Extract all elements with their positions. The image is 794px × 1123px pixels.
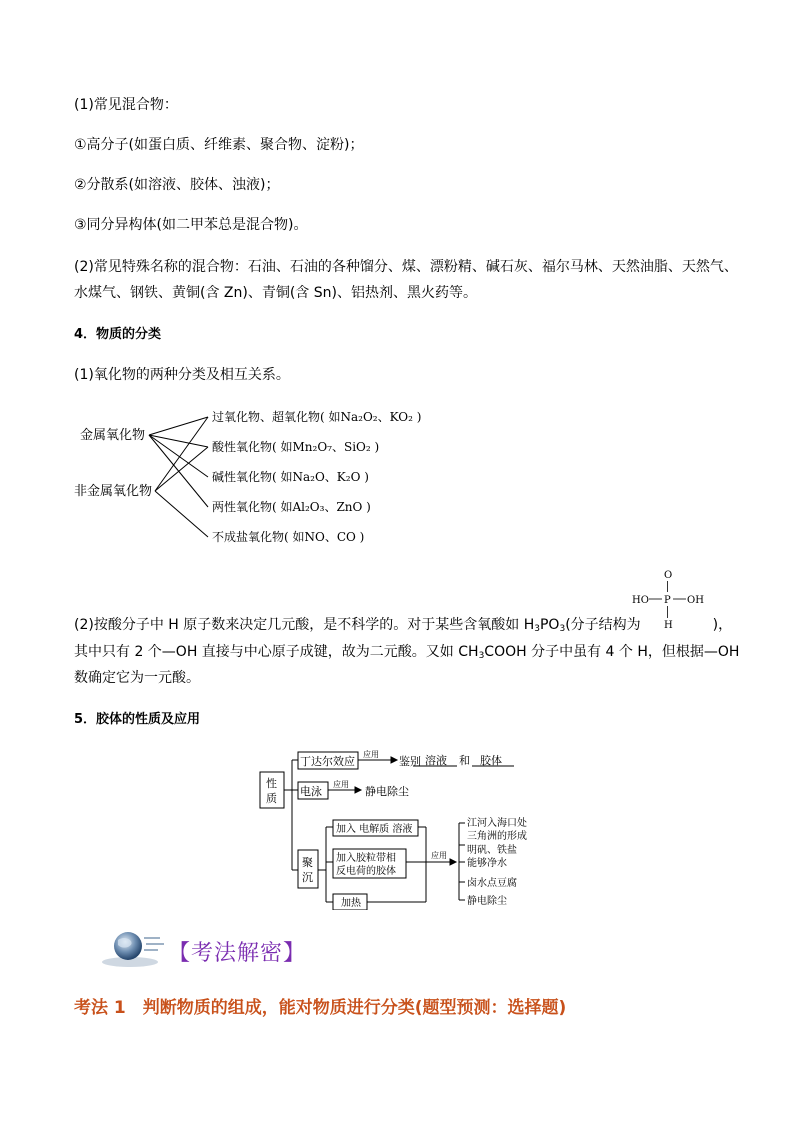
coag-label-1: 聚 (302, 856, 313, 869)
structure-p: P (664, 595, 671, 606)
nonmetal-oxide-label: 非金属氧化物 (74, 484, 153, 499)
use-5: 卤水点豆腐 (467, 878, 517, 889)
add-colloid-label-1: 加入胶粒带相 (336, 853, 396, 864)
p2-text-po: PO (539, 617, 560, 633)
metal-oxide-label: 金属氧化物 (80, 428, 146, 443)
p2-text-b: 其中只有 2 个—OH 直接与中心原子成键，故为二元酸。又如 CH (74, 644, 479, 660)
kaofa-method-1: 考法 1 判断物质的组成，能对物质进行分类(题型预测：选择题) (74, 998, 567, 1018)
structure-h: H (664, 620, 673, 631)
root-label-1: 性 (266, 777, 277, 790)
coag-app: 应用 (431, 851, 447, 860)
add-electrolyte-label: 加入 电解质 溶液 (336, 824, 413, 835)
oxide-connector-lines (149, 417, 208, 537)
use-2: 三角洲的形成 (467, 831, 527, 842)
oxide-type-acidic: 酸性氧化物( 如Mn₂O₇、SiO₂ ) (212, 440, 380, 454)
use-4: 能够净水 (467, 858, 507, 869)
add-colloid-label-2: 反电荷的胶体 (336, 866, 396, 877)
heat-label: 加热 (341, 898, 361, 909)
oxide-type-peroxide: 过氧化物、超氧化物( 如Na₂O₂、KO₂ ) (212, 410, 422, 424)
mixtures-line-2: ①高分子(如蛋白质、纤维素、聚合物、淀粉)； (74, 137, 364, 153)
p2-text-b3: COOH 分子中虽有 4 个 H，但根据—OH (484, 644, 740, 660)
oxide-type-amphoteric: 两性氧化物( 如Al₂O₃、ZnO ) (212, 500, 371, 514)
structure-o: O (664, 570, 673, 581)
identify-label: 鉴别 (399, 755, 421, 768)
use-1: 江河入海口处 (467, 818, 527, 829)
section-4-p2-line2 (74, 642, 739, 666)
mixtures-line-5: (2)常见特殊名称的混合物：石油、石油的各种馏分、煤、漂粉精、碱石灰、福尔马林、天然油脂、天然气、 (74, 259, 738, 275)
section-5-title: 5．胶体的性质及应用 (74, 712, 201, 727)
solution-label: 溶液 (425, 754, 447, 767)
tyndall-app: 应用 (363, 750, 379, 759)
p2-sub-3b: 3 (559, 624, 566, 634)
p2-sub-3a: 3 (534, 624, 540, 634)
colloid-label: 胶体 (480, 754, 502, 767)
kaofa-banner-title: 【考法解密】 (168, 941, 307, 966)
oxide-type-non-salt: 不成盐氧化物( 如NO、CO ) (212, 530, 365, 544)
electrophoresis-label: 电泳 (300, 785, 322, 798)
use-6: 静电除尘 (467, 896, 507, 907)
structure-oh: OH (687, 595, 704, 606)
mixtures-line-3: ②分散系(如溶液、胶体、浊液)； (74, 177, 280, 193)
section-4-sub1: (1)氧化物的两种分类及相互关系。 (74, 367, 290, 383)
dust-label: 静电除尘 (365, 785, 409, 798)
section-4-p2-line3: 数确定它为一元酸。 (74, 670, 200, 686)
and-label: 和 (459, 754, 470, 767)
mixtures-line-6: 水煤气、钢铁、黄铜(含 Zn)、青铜(含 Sn)、铝热剂、黑火药等。 (74, 285, 477, 301)
oxide-classification-diagram (70, 400, 430, 550)
coag-label-2: 沉 (302, 871, 313, 884)
mixtures-line-4: ③同分异构体(如二甲苯总是混合物)。 (74, 217, 308, 233)
root-label-2: 质 (266, 792, 277, 805)
globe-icon (100, 926, 170, 970)
p2-text-a: (2)按酸分子中 H 原子数来决定几元酸，是不科学的。对于某些含氧酸如 H (74, 617, 535, 633)
section-4-p2-line1 (74, 615, 732, 639)
p2-text-close: )， (712, 617, 733, 633)
colloid-properties-diagram (255, 745, 555, 910)
p2-text-struct: (分子结构为 (565, 617, 641, 633)
p2-sub-ch3: 3 (478, 651, 485, 661)
electrophoresis-app: 应用 (333, 780, 349, 789)
use-3: 明矾、铁盐 (467, 845, 517, 856)
oxide-type-basic: 碱性氧化物( 如Na₂O、K₂O ) (212, 470, 369, 484)
structure-ho: HO (632, 595, 649, 606)
mixtures-line-1: (1)常见混合物： (74, 97, 178, 113)
section-4-title: 4．物质的分类 (74, 327, 162, 342)
tyndall-label: 丁达尔效应 (300, 755, 355, 768)
